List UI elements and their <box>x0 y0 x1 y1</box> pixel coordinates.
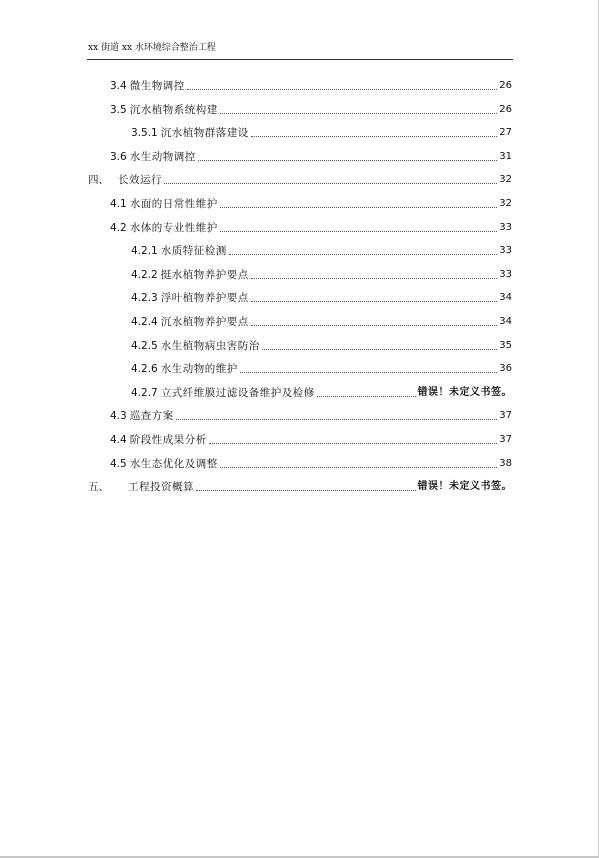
toc-entry-title: 水质特征检测 <box>160 245 227 257</box>
toc-entry-number: 4.1 <box>110 198 127 210</box>
toc-leader-dots <box>251 301 498 302</box>
toc-entry-title: 工程投资概算 <box>128 481 194 493</box>
toc-entry-number: 3.5.1 <box>131 127 158 139</box>
toc-leader-dots <box>251 136 498 137</box>
toc-entry[interactable] <box>110 433 512 447</box>
toc-leader-dots <box>220 207 498 208</box>
toc-entry-page: 34 <box>499 292 512 303</box>
toc-entry-number: 4.2 <box>110 222 127 234</box>
toc-entry-page: 27 <box>499 127 512 138</box>
toc-entry-number: 4.2.1 <box>131 245 158 257</box>
toc-entry-number: 4.2.7 <box>131 387 158 399</box>
toc-entry[interactable] <box>131 268 512 282</box>
toc-entry-page: 33 <box>499 245 512 256</box>
toc-entry-number: 4.3 <box>110 410 127 422</box>
toc-entry-number: 3.4 <box>110 80 127 92</box>
toc-entry-page: 33 <box>499 222 512 233</box>
toc-leader-dots <box>251 325 498 326</box>
toc-entry-title: 立式纤维膜过滤设备维护及检修 <box>160 387 315 399</box>
toc-entry-number: 3.6 <box>110 151 127 163</box>
toc-entry-page: 错误！未定义书签。 <box>417 387 512 398</box>
toc-entry-number: 四、 <box>88 174 109 186</box>
toc-entry[interactable] <box>131 362 512 376</box>
toc-entry-number: 4.2.5 <box>131 340 158 352</box>
toc-leader-dots <box>317 396 416 397</box>
toc-entry[interactable] <box>88 173 512 187</box>
toc-entry-number: 4.2.6 <box>131 363 158 375</box>
toc-entry-title: 巡查方案 <box>129 410 174 422</box>
toc-leader-dots <box>240 372 498 373</box>
toc-entry-page: 26 <box>499 80 512 91</box>
toc-entry-title: 微生物调控 <box>129 80 185 92</box>
toc-entry-number: 五、 <box>88 481 109 493</box>
toc-entry[interactable] <box>131 244 512 258</box>
toc-entry-page: 33 <box>499 269 512 280</box>
toc-entry-title: 水生植物病虫害防治 <box>160 340 260 352</box>
toc-entry[interactable] <box>110 457 512 471</box>
toc-entry-title: 水生动物调控 <box>129 151 196 163</box>
toc-entry-number: 4.5 <box>110 458 127 470</box>
toc-entry-page: 35 <box>499 340 512 351</box>
toc-leader-dots <box>164 183 497 184</box>
running-header: xx 街道 xx 水环境综合整治工程 <box>88 43 216 53</box>
toc-entry-number: 4.2.3 <box>131 292 158 304</box>
header-rule <box>87 59 513 60</box>
toc-entry-page: 34 <box>499 316 512 327</box>
toc-entry-page: 32 <box>499 174 512 185</box>
toc-entry[interactable] <box>131 291 512 305</box>
toc-entry[interactable] <box>131 386 512 400</box>
toc-entry-page: 32 <box>499 198 512 209</box>
toc-entry-page: 37 <box>499 410 512 421</box>
toc-leader-dots <box>196 490 416 491</box>
toc-entry-title: 阶段性成果分析 <box>129 434 207 446</box>
toc-entry[interactable] <box>110 197 512 211</box>
toc-entry[interactable] <box>110 103 512 117</box>
toc-entry[interactable] <box>110 221 512 235</box>
toc-entry-title: 水生态优化及调整 <box>129 458 218 470</box>
toc-entry-page: 31 <box>499 151 512 162</box>
toc-entry-number: 3.5 <box>110 104 127 116</box>
toc-entry-number: 4.4 <box>110 434 127 446</box>
toc-entry-title: 挺水植物养护要点 <box>160 269 249 281</box>
toc-leader-dots <box>187 89 498 90</box>
toc-entry-title: 沉水植物群落建设 <box>160 127 249 139</box>
toc-entry-page: 37 <box>499 434 512 445</box>
toc-entry-title: 长效运行 <box>118 174 162 186</box>
toc-leader-dots <box>229 254 498 255</box>
toc-entry-title: 水面的日常性维护 <box>129 198 218 210</box>
toc-entry[interactable] <box>110 79 512 93</box>
toc-entry-title: 沉水植物系统构建 <box>129 104 218 116</box>
toc-leader-dots <box>220 231 498 232</box>
toc-leader-dots <box>209 443 498 444</box>
toc-entry[interactable] <box>110 150 512 164</box>
toc-leader-dots <box>220 113 498 114</box>
toc-entry-title: 浮叶植物养护要点 <box>160 292 249 304</box>
toc-entry-page: 26 <box>499 104 512 115</box>
toc-entry[interactable] <box>131 339 512 353</box>
toc-entry-number: 4.2.2 <box>131 269 158 281</box>
toc-entry[interactable] <box>131 126 512 140</box>
toc-leader-dots <box>262 349 498 350</box>
toc-leader-dots <box>198 160 498 161</box>
toc-entry-number: 4.2.4 <box>131 316 158 328</box>
toc-entry-title: 水体的专业性维护 <box>129 222 218 234</box>
toc-leader-dots <box>176 419 498 420</box>
toc-entry-page: 38 <box>499 458 512 469</box>
toc-leader-dots <box>220 467 498 468</box>
toc-entry-page: 36 <box>499 363 512 374</box>
toc-entry-title: 水生动物的维护 <box>160 363 238 375</box>
toc-leader-dots <box>251 278 498 279</box>
toc-entry-page: 错误！未定义书签。 <box>417 481 512 492</box>
toc-entry[interactable] <box>131 315 512 329</box>
toc-entry[interactable] <box>110 409 512 423</box>
toc-entry-title: 沉水植物养护要点 <box>160 316 249 328</box>
toc-entry[interactable] <box>88 480 512 494</box>
